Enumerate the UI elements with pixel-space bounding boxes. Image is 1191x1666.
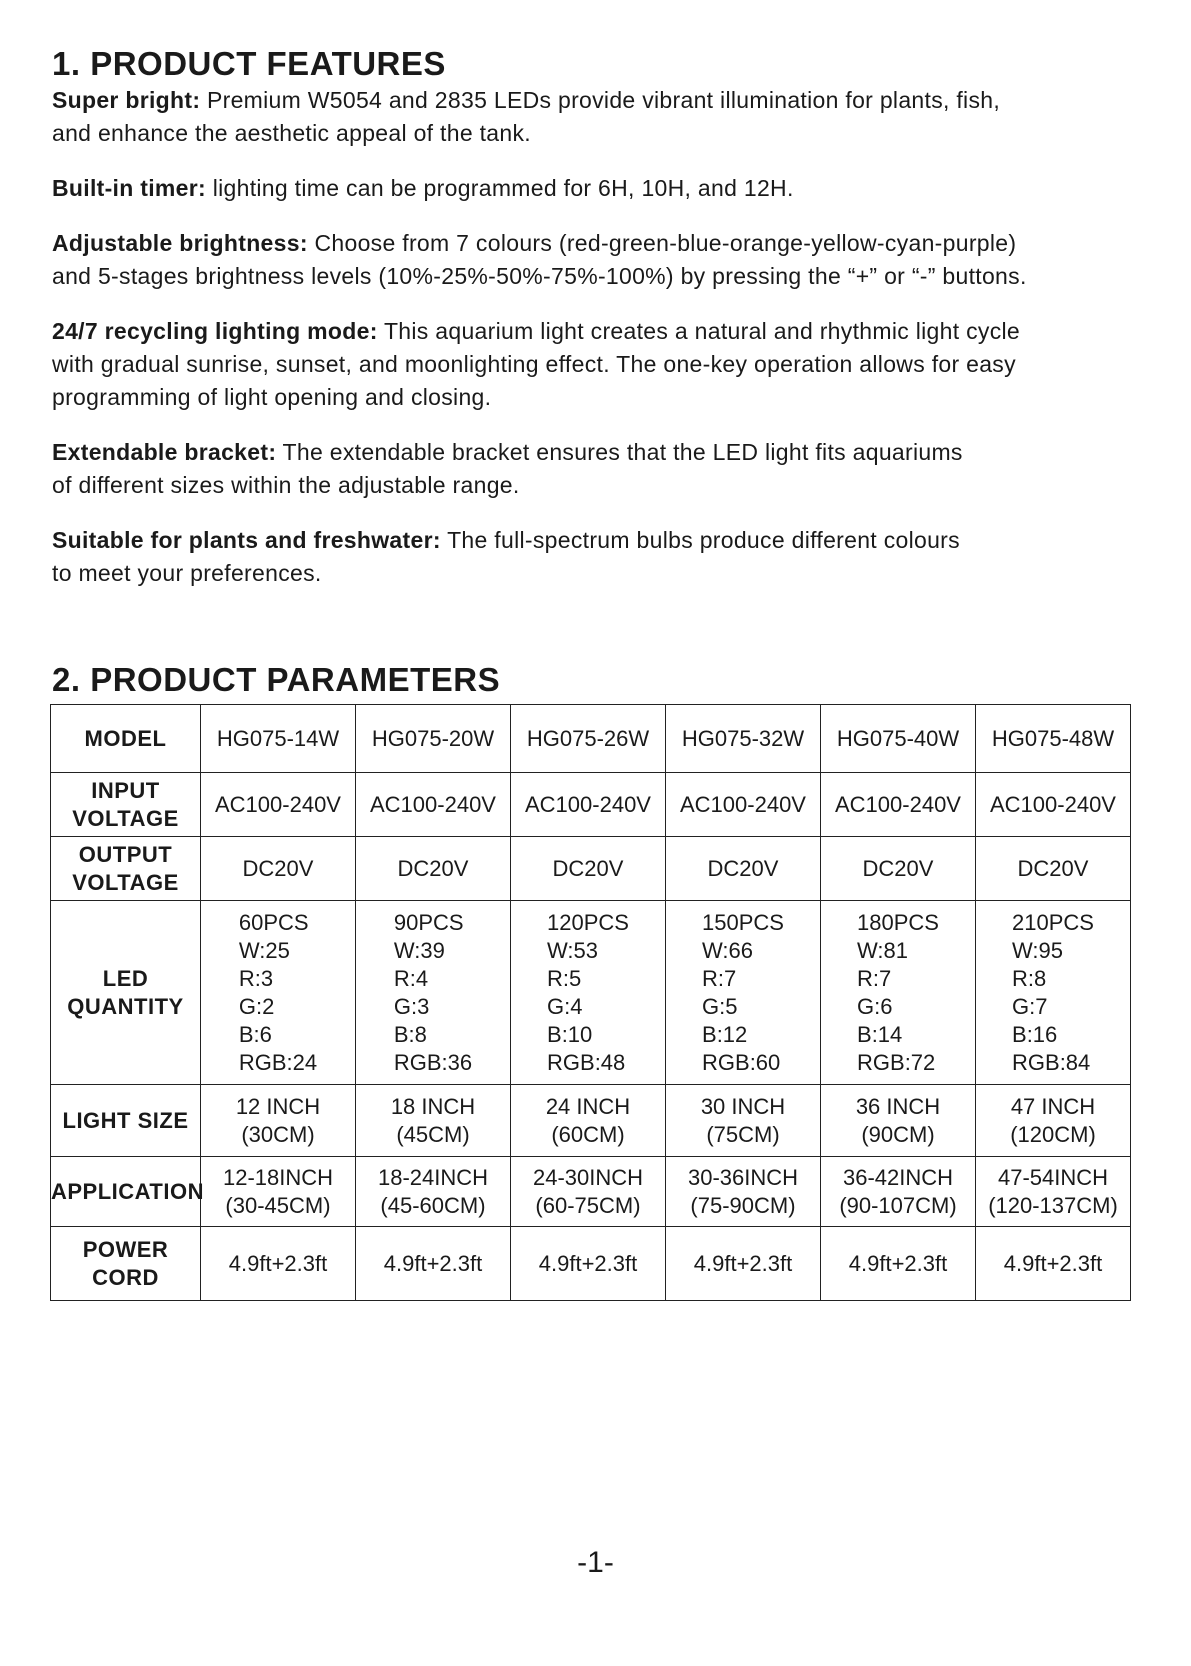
- cell-input-voltage: AC100-240V: [201, 773, 356, 837]
- features-list: [52, 84, 1152, 590]
- cell-power-cord: 4.9ft+2.3ft: [201, 1227, 356, 1301]
- feature-text: The extendable bracket ensures that the LED light fits aquariums: [276, 439, 963, 465]
- row-input-voltage: [51, 773, 1131, 837]
- row-output-voltage: [51, 837, 1131, 901]
- label-application: APPLICATION: [51, 1157, 201, 1227]
- cell-light-size: 30 INCH (75CM): [666, 1085, 821, 1157]
- cell-application: 12-18INCH (30-45CM): [201, 1157, 356, 1227]
- feature-bracket: [52, 436, 1147, 502]
- cell-power-cord: 4.9ft+2.3ft: [511, 1227, 666, 1301]
- cell-led-quantity: 90PCS W:39 R:4 G:3 B:8 RGB:36: [356, 901, 511, 1085]
- feature-text: to meet your preferences.: [52, 560, 322, 586]
- cell-model: HG075-26W: [511, 705, 666, 773]
- cell-led-quantity: 180PCS W:81 R:7 G:6 B:14 RGB:72: [821, 901, 976, 1085]
- cell-led-quantity: 120PCS W:53 R:5 G:4 B:10 RGB:48: [511, 901, 666, 1085]
- cell-led-quantity: 210PCS W:95 R:8 G:7 B:16 RGB:84: [976, 901, 1131, 1085]
- feature-text: of different sizes within the adjustable range.: [52, 472, 520, 498]
- feature-text: and 5-stages brightness levels (10%-25%-50%-75%-100%) by pressing the “+” or “-” buttons.: [52, 263, 1027, 289]
- row-power-cord: [51, 1227, 1131, 1301]
- page-number: -1-: [577, 1546, 614, 1579]
- cell-light-size: 18 INCH (45CM): [356, 1085, 511, 1157]
- cell-output-voltage: DC20V: [511, 837, 666, 901]
- cell-model: HG075-32W: [666, 705, 821, 773]
- feature-lead: Super bright:: [52, 87, 201, 113]
- cell-light-size: 24 INCH (60CM): [511, 1085, 666, 1157]
- cell-application: 36-42INCH (90-107CM): [821, 1157, 976, 1227]
- feature-text: lighting time can be programmed for 6H, 10H, and 12H.: [206, 175, 794, 201]
- features-section: [52, 44, 1152, 612]
- label-output-voltage: OUTPUT VOLTAGE: [51, 837, 201, 901]
- feature-lead: Built-in timer:: [52, 175, 206, 201]
- cell-output-voltage: DC20V: [821, 837, 976, 901]
- feature-lead: Extendable bracket:: [52, 439, 277, 465]
- cell-application: 18-24INCH (45-60CM): [356, 1157, 511, 1227]
- cell-output-voltage: DC20V: [666, 837, 821, 901]
- cell-power-cord: 4.9ft+2.3ft: [356, 1227, 511, 1301]
- feature-text: Choose from 7 colours (red-green-blue-orange-yellow-cyan-purple): [307, 230, 1017, 256]
- cell-application: 30-36INCH (75-90CM): [666, 1157, 821, 1227]
- cell-input-voltage: AC100-240V: [511, 773, 666, 837]
- cell-model: HG075-48W: [976, 705, 1131, 773]
- feature-plants: [52, 524, 1147, 590]
- feature-text: Premium W5054 and 2835 LEDs provide vibrant illumination for plants, fish,: [200, 87, 1001, 113]
- cell-power-cord: 4.9ft+2.3ft: [666, 1227, 821, 1301]
- cell-light-size: 36 INCH (90CM): [821, 1085, 976, 1157]
- cell-model: HG075-14W: [201, 705, 356, 773]
- cell-power-cord: 4.9ft+2.3ft: [976, 1227, 1131, 1301]
- feature-lead: 24/7 recycling lighting mode:: [52, 318, 378, 344]
- cell-input-voltage: AC100-240V: [976, 773, 1131, 837]
- feature-text: and enhance the aesthetic appeal of the tank.: [52, 120, 531, 146]
- cell-light-size: 47 INCH (120CM): [976, 1085, 1131, 1157]
- feature-text: The full-spectrum bulbs produce different colours: [440, 527, 960, 553]
- feature-text: programming of light opening and closing.: [52, 384, 492, 410]
- row-model: [51, 705, 1131, 773]
- cell-input-voltage: AC100-240V: [666, 773, 821, 837]
- cell-input-voltage: AC100-240V: [821, 773, 976, 837]
- feature-brightness: [52, 227, 1147, 293]
- cell-led-quantity: 60PCS W:25 R:3 G:2 B:6 RGB:24: [201, 901, 356, 1085]
- feature-lighting-mode: [52, 315, 1147, 414]
- cell-model: HG075-20W: [356, 705, 511, 773]
- feature-text: This aquarium light creates a natural and rhythmic light cycle: [377, 318, 1020, 344]
- parameters-title: 2. PRODUCT PARAMETERS: [52, 661, 501, 698]
- cell-input-voltage: AC100-240V: [356, 773, 511, 837]
- cell-output-voltage: DC20V: [201, 837, 356, 901]
- feature-lead: Adjustable brightness:: [52, 230, 308, 256]
- label-light-size: LIGHT SIZE: [51, 1085, 201, 1157]
- cell-application: 24-30INCH (60-75CM): [511, 1157, 666, 1227]
- label-model: MODEL: [51, 705, 201, 773]
- cell-output-voltage: DC20V: [976, 837, 1131, 901]
- label-input-voltage: INPUT VOLTAGE: [51, 773, 201, 837]
- feature-lead: Suitable for plants and freshwater:: [52, 527, 441, 553]
- label-led-quantity: LED QUANTITY: [51, 901, 201, 1085]
- row-light-size: [51, 1085, 1131, 1157]
- row-led-quantity: [51, 901, 1131, 1085]
- feature-super-bright: [52, 84, 1147, 150]
- cell-output-voltage: DC20V: [356, 837, 511, 901]
- features-title: 1. PRODUCT FEATURES: [52, 45, 446, 82]
- row-application: [51, 1157, 1131, 1227]
- cell-light-size: 12 INCH (30CM): [201, 1085, 356, 1157]
- label-power-cord: POWER CORD: [51, 1227, 201, 1301]
- cell-model: HG075-40W: [821, 705, 976, 773]
- feature-text: with gradual sunrise, sunset, and moonlighting effect. The one-key operation allows for easy: [52, 351, 1016, 377]
- parameters-table: [50, 704, 1131, 1301]
- feature-timer: [52, 172, 1147, 205]
- cell-led-quantity: 150PCS W:66 R:7 G:5 B:12 RGB:60: [666, 901, 821, 1085]
- cell-power-cord: 4.9ft+2.3ft: [821, 1227, 976, 1301]
- cell-application: 47-54INCH (120-137CM): [976, 1157, 1131, 1227]
